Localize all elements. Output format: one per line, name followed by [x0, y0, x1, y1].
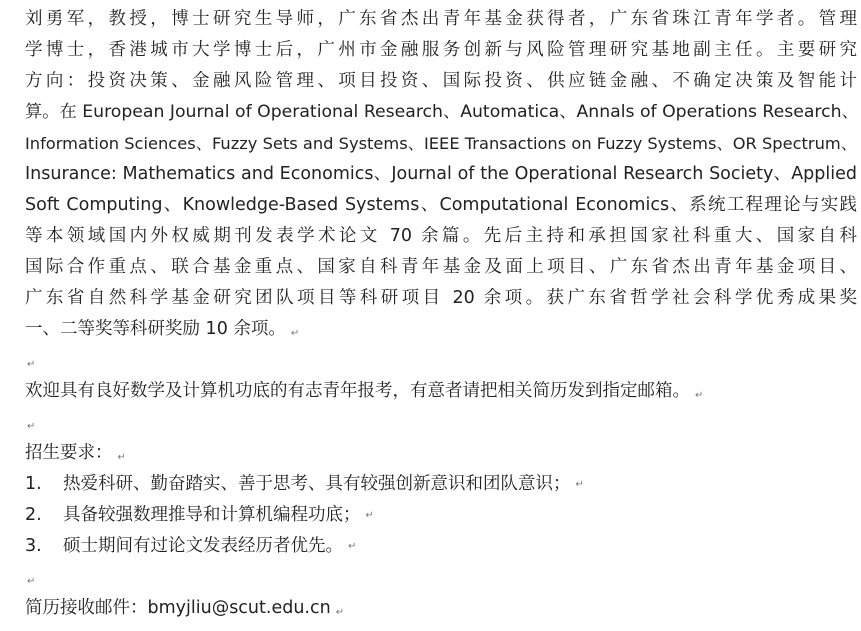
contact-label: 简历接收邮件： — [25, 598, 148, 618]
contact-email: bmyjliu@scut.edu.cn — [147, 598, 331, 618]
bio-paragraph — [25, 4, 857, 345]
requirements-heading — [25, 438, 857, 469]
paragraph-mark-icon: ↵ — [27, 421, 36, 432]
paragraph-mark-icon: ↵ — [335, 607, 345, 618]
bio-line: Soft Computing、Knowledge-Based Systems、Computational Economics、系统工程理论与实践 — [25, 195, 857, 215]
paragraph-mark-icon: ↵ — [575, 479, 584, 490]
paragraph-mark-icon: ↵ — [117, 452, 126, 463]
bio-line: Information Sciences、Fuzzy Sets and Systems、IEEE Transactions on Fuzzy Systems、OR Spectrum、 — [25, 134, 857, 153]
requirement-item — [25, 469, 857, 500]
bio-line-text: 一、二等奖等科研奖励 10 余项。 — [25, 319, 286, 339]
welcome-text: 欢迎具有良好数学及计算机功底的有志青年报考，有意者请把相关简历发到指定邮箱。 — [25, 381, 690, 401]
welcome-paragraph — [25, 376, 857, 407]
paragraph-mark-icon: ↵ — [290, 328, 300, 339]
empty-paragraph — [25, 562, 857, 593]
requirement-text: 硕士期间有过论文发表经历者优先。 — [63, 536, 343, 556]
requirement-item — [25, 531, 857, 562]
paragraph-mark-icon: ↵ — [27, 576, 36, 587]
bio-line: 学博士，香港城市大学博士后，广州市金融服务创新与风险管理研究基地副主任。主要研究 — [25, 40, 857, 60]
bio-line-last — [25, 314, 857, 345]
requirement-text: 热爱科研、勤奋踏实、善于思考、具有较强创新意识和团队意识； — [63, 474, 571, 494]
bio-line: 刘勇军，教授，博士研究生导师，广东省杰出青年基金获得者，广东省珠江青年学者。管理 — [25, 9, 857, 29]
paragraph-mark-icon: ↵ — [365, 510, 374, 521]
empty-paragraph — [25, 345, 857, 376]
requirement-number: 3. — [25, 536, 42, 556]
bio-line: 广东省自然科学基金研究团队项目等科研项目 20 余项。获广东省哲学社会科学优秀成果奖 — [25, 288, 857, 308]
bio-line: 国际合作重点、联合基金重点、国家自科青年基金及面上项目、广东省杰出青年基金项目、 — [25, 257, 857, 277]
bio-line: 方向：投资决策、金融风险管理、项目投资、国际投资、供应链金融、不确定决策及智能计 — [25, 71, 857, 91]
paragraph-mark-icon: ↵ — [695, 390, 704, 401]
empty-paragraph — [25, 407, 857, 438]
bio-line: 等本领域国内外权威期刊发表学术论文 70 余篇。先后主持和承担国家社科重大、国家自科 — [25, 226, 857, 246]
paragraph-mark-icon: ↵ — [27, 359, 36, 370]
requirement-number: 2. — [25, 505, 42, 525]
requirements-heading-text: 招生要求： — [25, 443, 113, 463]
paragraph-mark-icon: ↵ — [348, 541, 357, 552]
requirement-text: 具备较强数理推导和计算机编程功底； — [63, 505, 361, 525]
requirement-item — [25, 500, 857, 531]
contact-line — [25, 593, 857, 624]
bio-line: 算。在 European Journal of Operational Research、Automatica、Annals of Operations Research、 — [25, 102, 859, 122]
bio-line: Insurance: Mathematics and Economics、Journal of the Operational Research Society、Applied — [25, 164, 857, 184]
requirement-number: 1. — [25, 474, 42, 494]
document-body — [25, 4, 857, 624]
